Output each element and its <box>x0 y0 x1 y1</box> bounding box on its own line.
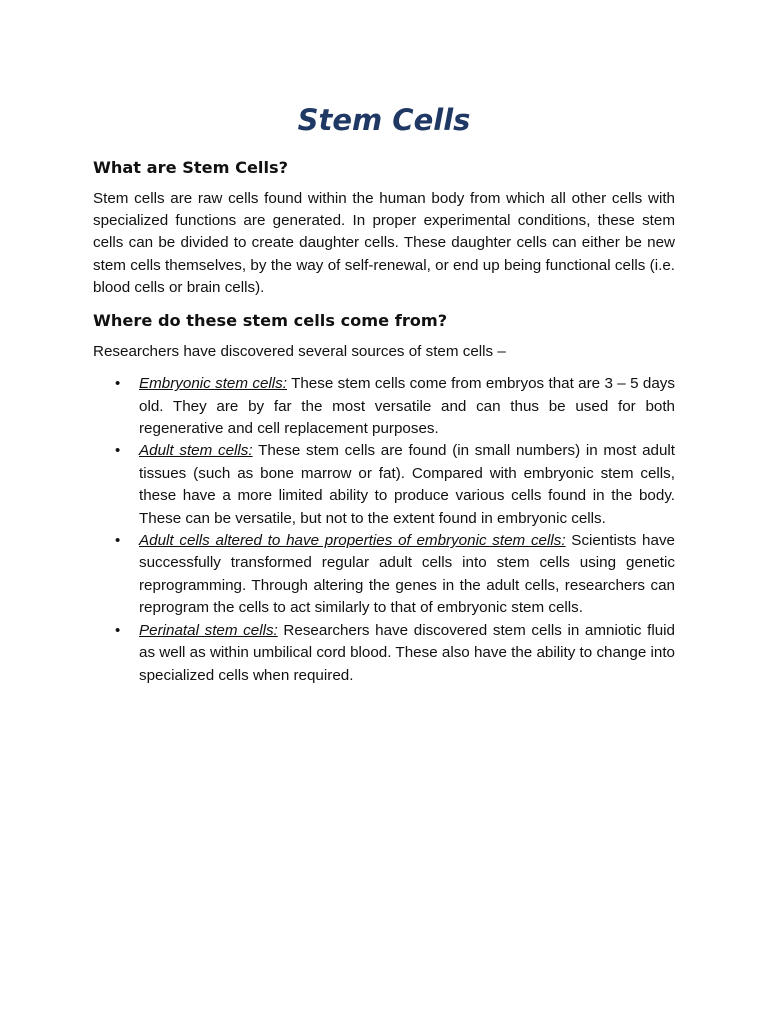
bullet-icon: • <box>115 532 121 550</box>
list-item-text: These stem cells come from embryos that are 3 – 5 days old. They are by far the most versatile and can thus be used for both regenerative and cell replacement purposes. <box>139 375 675 438</box>
document-page <box>93 98 675 687</box>
list-item-term: Adult stem cells: <box>139 442 253 460</box>
list-item-term: Embryonic stem cells: <box>139 375 287 393</box>
list-item <box>115 530 675 620</box>
document-title: Stem Cells <box>297 103 471 137</box>
bullet-icon: • <box>115 621 121 639</box>
list-item-text: Scientists have successfully transformed regular adult cells into stem cells using genetic reprogramming. Through altering the genes in the adult cells, researchers can reprogram the cells to act similarly to that of embryonic stem cells. <box>139 532 675 617</box>
list-item-text: These stem cells are found (in small numbers) in most adult tissues (such as bone marrow or fat). Compared with embryonic stem cells, these have a more limited ability to produce various cells found in the body. These can be versatile, but not to the extent found in embryonic cells. <box>139 442 675 527</box>
section-heading-what-are-stem-cells: What are Stem Cells? <box>93 158 289 177</box>
list-item <box>115 620 675 687</box>
bullet-icon: • <box>115 442 121 460</box>
list-item-term: Perinatal stem cells: <box>139 621 278 639</box>
sources-intro: Researchers have discovered several sources of stem cells – <box>93 343 506 361</box>
list-item <box>115 373 675 440</box>
section-heading-sources: Where do these stem cells come from? <box>93 311 448 331</box>
list-item-text: Researchers have discovered stem cells in amniotic fluid as well as within umbilical cord blood. These also have the ability to change into specialized cells when required. <box>139 621 675 684</box>
sources-list <box>93 373 675 687</box>
list-item <box>115 440 675 530</box>
definition-paragraph: Stem cells are raw cells found within the human body from which all other cells with specialized functions are generated. In proper experimental conditions, these stem cells can be divided to create daughter cells. These daughter cells can either be new stem cells themselves, by the way of self-renewal, or end up being functional cells (i.e. blood cells or brain cells). <box>93 190 675 296</box>
bullet-icon: • <box>115 375 121 393</box>
list-item-term: Adult cells altered to have properties of embryonic stem cells: <box>139 532 566 550</box>
